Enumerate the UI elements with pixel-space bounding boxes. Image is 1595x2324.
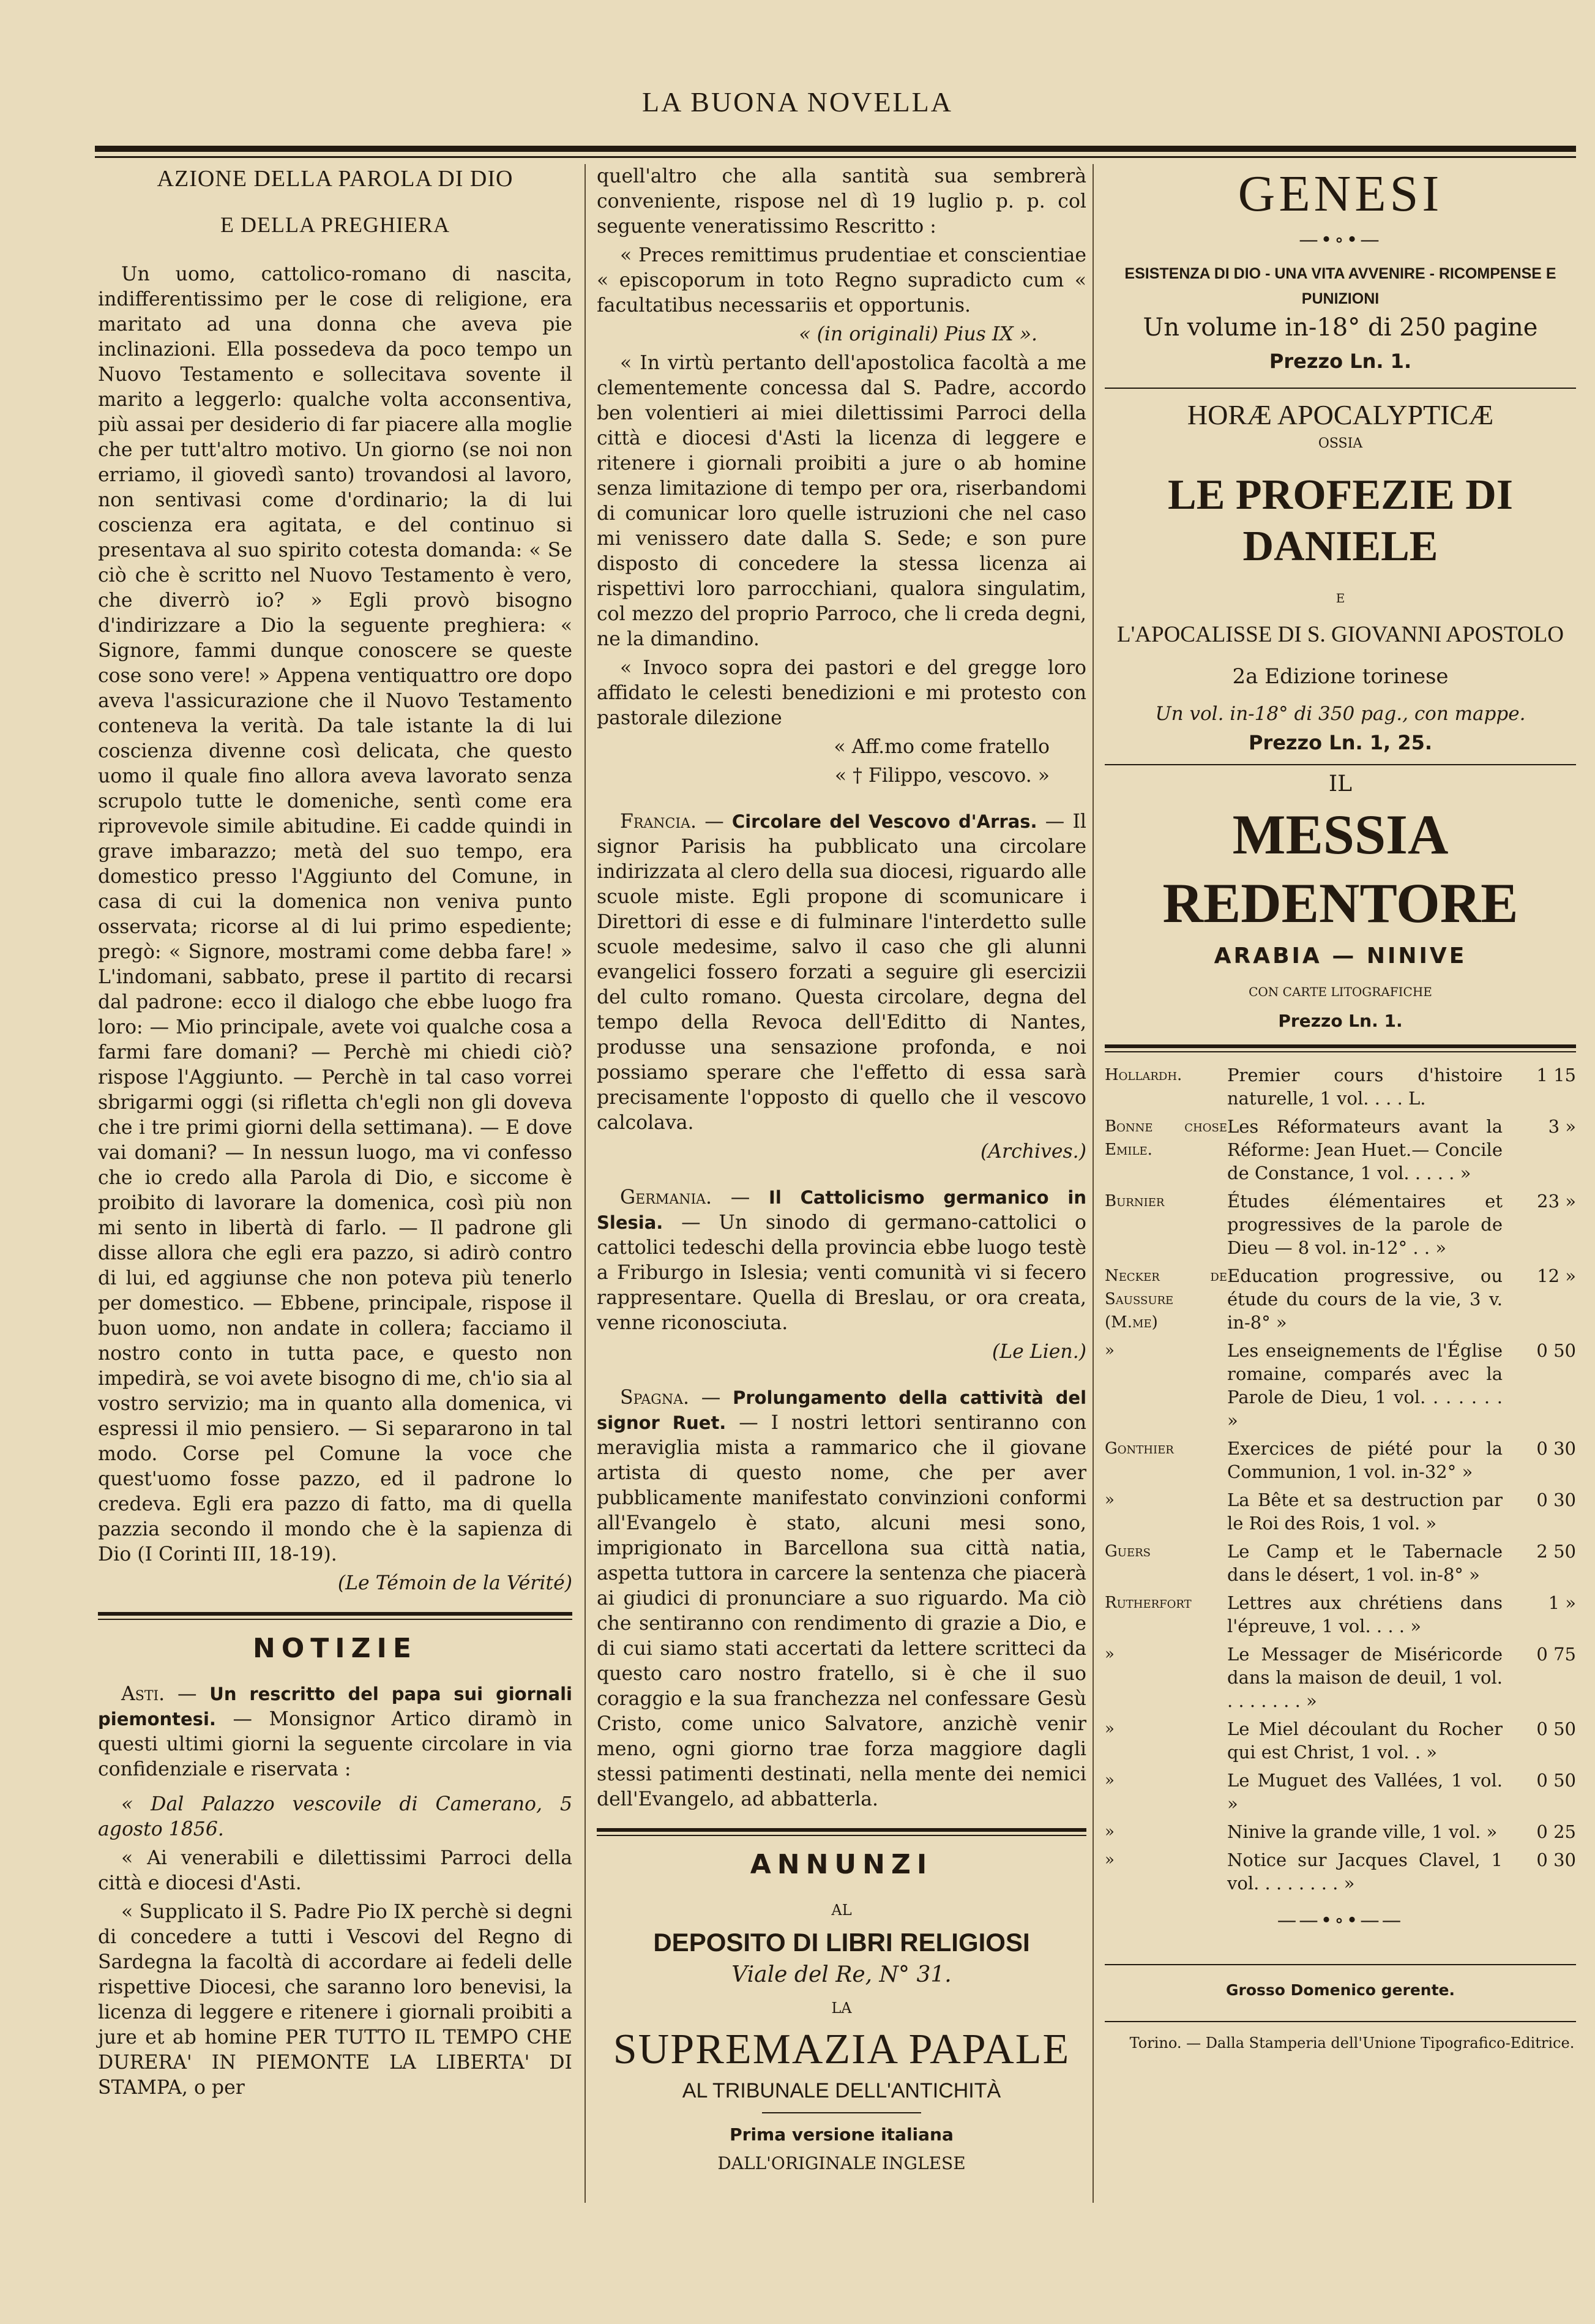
book-listing — [1105, 1769, 1576, 1815]
news-place: Germania. — — [620, 1186, 750, 1209]
ad-book-title: GENESI — [1238, 165, 1443, 222]
book-price: 0 50 — [1536, 1770, 1576, 1791]
book-price: 0 25 — [1536, 1821, 1576, 1842]
book-price: 0 30 — [1536, 1490, 1576, 1510]
ad-rule — [1105, 388, 1576, 389]
book-author: Burnier — [1105, 1192, 1165, 1210]
news-body: — I nostri lettori sentiranno con meraviglia mista a rammarico che il giovane artista di questo nome, che per aver pubblicamente manifestato convinzioni conformi all'Evangelo è stato, alcuni mesi sono, imprigionato in Barcellona sua città natia, aspetta tuttora in carcere la sentenza che piacerà ai giudici di pronunciare a suo riguardo. Ma ciò che sentiranno con rendimento di grazie a Dio, e di cui siamo stati accertati da lettere scritteci da questo caro nostro fratello, si è che il suo coraggio e la sua franchezza nel confessare Gesù Cristo, come unico Salvatore, anzichè venir meno, ogni giorno trae forza maggiore dagli stessi patimenti destinati, nella mente dei nemici dell'Evangelo, ad abbatterla. — [597, 1412, 1087, 1810]
ad-book-subtitle: L'APOCALISSE DI S. GIOVANNI APOSTOLO — [1117, 622, 1564, 647]
rescript-quote: « Preces remittimus prudentiae et conscientiae « episcoporum in toto Regno supradicto cum « facultatibus necessariis et opportunis. — [597, 244, 1086, 317]
letter-signature: « † Filippo, vescovo. » — [834, 765, 1050, 787]
ad-book-subtitle: ARABIA — NINIVE — [1214, 943, 1467, 969]
news-place: Francia. — — [620, 811, 724, 833]
ad-book-title: LE PROFEZIE DI DANIELE — [1168, 471, 1513, 570]
ad-edition-source: DALL'ORIGINALE INGLESE — [717, 2153, 966, 2173]
letter-continuation: quell'altro che alla santità sua sembrerà conveniente, rispose nel dì 19 luglio p. p. col seguente veneratissimo Rescritto : — [597, 165, 1086, 238]
book-listing — [1105, 1063, 1576, 1110]
ad-rule — [762, 2112, 921, 2113]
book-listing — [1105, 1848, 1576, 1895]
ad-text: LA — [831, 2000, 852, 2017]
ad-book-format: Un volume in-18° di 250 pagine — [1143, 313, 1538, 342]
ad-price: Prezzo Ln. 1, 25. — [1248, 731, 1433, 754]
book-author: Gonthier — [1105, 1439, 1174, 1458]
ad-text: E — [1335, 591, 1345, 605]
article-subtitle: E DELLA PREGHIERA — [220, 212, 450, 237]
book-title: Le Messager de Miséricorde dans la maison de deuil, 1 vol. . . . . . . . » — [1227, 1644, 1503, 1711]
book-title: Le Muguet des Vallées, 1 vol. » — [1227, 1770, 1503, 1814]
header-rule — [95, 146, 1576, 152]
letter-body: « Supplicato il S. Padre Pio IX perchè si degni di concedere a tutti i Vescovi del Regno di Sardegna la facoltà di accordare ai fedeli delle rispettive Diocesi, che saranno loro benevisi, la licenza di leggere e ritenere i giornali proibiti a jure et ab homine PER TUTTO IL TEMPO CHE DURERA' IN PIEMONTE LA LIBERTA' DI STAMPA, o per — [98, 1901, 572, 2099]
book-title: Le Camp et le Tabernacle dans le désert, 1 vol. in-8° » — [1227, 1541, 1503, 1585]
book-author: » — [1105, 1851, 1115, 1869]
book-author: » — [1105, 1491, 1115, 1509]
news-source: (Le Lien.) — [992, 1341, 1086, 1363]
book-title: Notice sur Jacques Clavel, 1 vol. . . . . . . . » — [1227, 1850, 1503, 1894]
ad-price: Prezzo Ln. 1. — [1269, 350, 1412, 373]
rescript-signature: « (in originali) Pius IX ». — [799, 323, 1037, 345]
book-author: » — [1105, 1823, 1115, 1841]
article-source: (Le Témoin de la Vérité) — [337, 1572, 572, 1594]
ad-rule — [1105, 764, 1576, 765]
column-1 — [98, 164, 572, 2104]
book-listing — [1105, 1820, 1576, 1843]
book-listing — [1105, 1264, 1576, 1334]
book-listing — [1105, 1540, 1576, 1586]
ad-text: CON CARTE LITOGRAFICHE — [1249, 984, 1432, 999]
column-2 — [597, 164, 1086, 2180]
book-price: 0 50 — [1536, 1340, 1576, 1361]
book-listing — [1105, 1115, 1576, 1185]
book-listing — [1105, 1339, 1576, 1432]
letter-dateline: « Dal Palazzo vescovile di Camerano, 5 agosto 1856. — [98, 1793, 572, 1840]
ad-book-subtitle: AL TRIBUNALE DELL'ANTICHITÀ — [682, 2079, 1001, 2102]
printer-imprint: Torino. — Dalla Stamperia dell'Unione Tipografico-Editrice. — [1129, 2034, 1575, 2052]
news-place: Asti. — — [121, 1683, 197, 1705]
book-listing — [1105, 1437, 1576, 1483]
ad-text: IL — [1328, 771, 1353, 797]
book-author: Bonne chose Emile. — [1105, 1117, 1227, 1159]
book-title: Les enseignements de l'Église romaine, comparés avec la Parole de Dieu, 1 vol. . . . . . . » — [1227, 1340, 1503, 1431]
book-listing — [1105, 1717, 1576, 1764]
ad-book-title: MESSIA REDENTORE — [1162, 803, 1518, 934]
book-listing — [1105, 1591, 1576, 1638]
book-title: Premier cours d'histoire naturelle, 1 vol. . . . L. — [1227, 1065, 1503, 1109]
ad-heading: DEPOSITO DI LIBRI RELIGIOSI — [653, 1928, 1030, 1957]
news-title: Prolungamento della cattività del signor Ruet. — [597, 1387, 1087, 1433]
book-author: » — [1105, 1341, 1115, 1360]
news-body: — Il signor Parisis ha pubblicato una circolare indirizzata al clero della sua diocesi, riguardo alle scuole miste. Egli propone di scomunicare i Direttori di esse e di fulminare l'interdetto sulle scuole medesime, salvo il caso che gli alunni evangelici fossero forzati a seguire gli esercizii del culto romano. Questa circolare, degna del tempo della Revoca dell'Editto di Nantes, produsse una sensazione profonda, e noi possiamo sperare che l'effetto di essa sarà precisamente l'opposto di quello che il vescovo calcolava. — [597, 811, 1087, 1134]
book-title: Ninive la grande ville, 1 vol. » — [1227, 1821, 1498, 1842]
ad-edition: Prima versione italiana — [730, 2124, 954, 2145]
news-place: Spagna. — — [620, 1387, 721, 1409]
letter-closing: « Invoco sopra dei pastori e del gregge loro affidato le celesti benedizioni e mi protesto con pastorale dilezione — [597, 657, 1086, 729]
book-price: 0 75 — [1536, 1644, 1576, 1665]
ad-edition: 2a Edizione torinese — [1232, 664, 1449, 689]
news-title: Un rescritto del papa sui giornali piemontesi. — [98, 1684, 572, 1730]
book-author: » — [1105, 1720, 1115, 1738]
news-body: — Monsignor Artico diramò in questi ultimi giorni la seguente circolare in via confidenziale e riservata : — [98, 1708, 572, 1780]
book-title: Exercices de piété pour la Communion, 1 vol. in-32° » — [1227, 1438, 1503, 1482]
book-author: » — [1105, 1771, 1115, 1790]
book-author: Hollardh. — [1105, 1066, 1182, 1084]
book-listing — [1105, 1190, 1576, 1259]
book-price: 0 50 — [1536, 1719, 1576, 1739]
ad-address: Viale del Re, N° 31. — [731, 1962, 952, 1987]
book-title: La Bête et sa destruction par le Roi des Rois, 1 vol. » — [1227, 1490, 1503, 1534]
book-title: Education progressive, ou étude du cours de la vie, 3 v. in-8° » — [1227, 1265, 1503, 1333]
book-price: 3 » — [1548, 1116, 1576, 1137]
book-author: » — [1105, 1645, 1115, 1663]
letter-body: « In virtù pertanto dell'apostolica facoltà a me clementemente concessa dal S. Padre, accordo ben volentieri ai miei dilettissimi Parroci della città e diocesi d'Asti la licenza di leggere e ritenere i giornali proibiti a jure o ab homine senza limitazione di tempo per ora, riserbandomi di comunicar loro quelle istruzioni che nel caso mi venissero date dalla S. Sede; e son pure disposto di concedere la stessa licenza ai rispettivi loro parrocchiani, qualora singulatim, col mezzo del proprio Parroco, che li creda degni, ne la dimandino. — [597, 352, 1086, 650]
book-price: 1 » — [1548, 1592, 1576, 1613]
book-listing — [1105, 1643, 1576, 1712]
masthead: LA BUONA NOVELLA — [642, 86, 953, 118]
ad-book-title: SUPREMAZIA PAPALE — [613, 2026, 1070, 2073]
section-divider — [597, 1828, 1086, 1836]
footer-rule — [1105, 1964, 1576, 1965]
news-body: — Un sinodo di germano-cattolici o cattolici tedeschi della provincia ebbe luogo testè a Friburgo in Islesia; venti comunità vi si fecero rappresentare. Quella di Breslau, or ora creata, venne riconosciuta. — [597, 1212, 1087, 1334]
ornament: —•∘•— — [1299, 229, 1382, 251]
ad-book-format: Un vol. in-18° di 350 pag., con mappe. — [1155, 703, 1526, 725]
book-author: Guers — [1105, 1542, 1151, 1561]
book-list — [1105, 1063, 1576, 1895]
book-title: Lettres aux chrétiens dans l'épreuve, 1 vol. . . . » — [1227, 1592, 1503, 1636]
footer-rule — [1105, 2021, 1576, 2022]
book-title: Études élémentaires et progressives de la parole de Dieu — 8 vol. in-12° . . » — [1227, 1191, 1503, 1258]
book-price: 23 » — [1537, 1191, 1576, 1212]
book-price: 2 50 — [1536, 1541, 1576, 1562]
book-author: Necker de Saussure (M.me) — [1105, 1267, 1227, 1332]
book-price: 0 30 — [1536, 1438, 1576, 1459]
ad-book-title: HORÆ APOCALYPTICÆ — [1187, 399, 1494, 430]
section-title-annunzi: ANNUNZI — [750, 1849, 933, 1880]
section-divider — [98, 1612, 572, 1620]
ornament: ——•∘•—— — [1277, 1910, 1404, 1932]
column-divider — [585, 164, 586, 2203]
section-divider — [1105, 1044, 1576, 1052]
book-title: Les Réformateurs avant la Réforme: Jean Huet.— Concile de Constance, 1 vol. . . . . » — [1227, 1116, 1503, 1183]
header-rule-thin — [95, 156, 1576, 158]
ad-text: OSSIA — [1318, 436, 1363, 451]
book-title: Le Miel découlant du Rocher qui est Christ, 1 vol. . » — [1227, 1719, 1503, 1763]
article-body: Un uomo, cattolico-romano di nascita, indifferentissimo per le cose di religione, era maritato ad una donna che aveva pie inclinazioni. Ella possedeva da poco tempo un Nuovo Testamento e sollecitava sovente il marito a leggerlo: qualche volta acconsentiva, più assai per desiderio di far piacere alla moglie che per tutt'altro motivo. Un giorno (se noi non erriamo, il giovedì santo) trovandosi al lavoro, non sentivasi come d'ordinario; la di lui coscienza era agitata, e del continuo si presentava al suo spirito cotesta domanda: « Se ciò che è scritto nel Nuovo Testamento è vero, che diverrò io? » Egli provò bisogno d'indirizzare a Dio la seguente preghiera: « Signore, fammi dunque conoscere se queste cose sono vere! » Appena ventiquattro ore dopo aveva l'assicurazione che il Nuovo Testamento conteneva la verità. Da tale istante la di lui coscienza divenne così delicata, che questo uomo il quale fino allora aveva lavorato senza scrupolo tutte le domeniche, sentì come era riprovevole simile abitudine. Ei cadde quindi in grave imbarazzo; metà del suo tempo, era domestico presso l'Aggiunto del Comune, in casa di cui la domenica non veniva punto osservata; ricorse al di lui primo espediente; pregò: « Signore, mostrami come debba fare! » L'indomani, sabbato, prese il partito di recarsi dal padrone: ecco il dialogo che ebbe luogo fra loro: — Mio principale, avete voi qualche cosa a farmi fare domani? — Perchè mi chiedi ciò? rispose l'Aggiunto. — Perchè in tal caso vorrei sbrigarmi oggi (si rifletta ch'egli non gli doveva che i tre primi giorni della settimana). — E dove vai domani? — In nessun luogo, ma vi confesso che io credo alla Parola di Dio, e siccome è proibito di lavorare la domenica, così più non mi sento in libertà di farlo. — Il padrone gli disse allora che egli era pazzo, si adirò contro di lui, ed aggiunse che non poteva più tenerlo per domestico. — Ebbene, principale, rispose il buon uomo, non andate in collera; facciamo il nostro conto in tutta pace, e questo non impedirà, se voi avete bisogno di me, ch'io sia al vostro servizio; ma in quanto alla domenica, vi espressi il mio pensiero. — Si separarono in tal modo. Corse pel Comune la voce che quest'uomo fosse pazzo, ed il padrone lo credeva. Egli era pazzo di fatto, ma di quella pazzia secondo il mondo che è la sapienza di Dio (I Corinti III, 18-19). — [98, 263, 572, 1565]
book-price: 12 » — [1537, 1265, 1576, 1286]
news-source: (Archives.) — [980, 1141, 1086, 1163]
book-price: 0 30 — [1536, 1850, 1576, 1870]
news-title: Circolare del Vescovo d'Arras. — [731, 811, 1037, 832]
ad-text: AL — [831, 1902, 852, 1919]
column-3 — [1105, 164, 1576, 2060]
letter-signoff: « Aff.mo come fratello — [834, 736, 1050, 758]
ad-book-subtitle: ESISTENZA DI DIO - UNA VITA AVVENIRE - RICOMPENSE E PUNIZIONI — [1124, 265, 1556, 307]
article-title: AZIONE DELLA PAROLA DI DIO — [157, 166, 514, 192]
book-listing — [1105, 1488, 1576, 1535]
column-divider — [1093, 164, 1094, 2203]
book-author: Rutherfort — [1105, 1594, 1192, 1612]
book-price: 1 15 — [1536, 1065, 1576, 1085]
news-title: Il Cattolicismo germanico in Slesia. — [597, 1187, 1086, 1233]
letter-address: « Ai venerabili e dilettissimi Parroci della città e diocesi d'Asti. — [98, 1847, 572, 1894]
section-title-notizie: NOTIZIE — [253, 1633, 417, 1664]
publisher-manager: Grosso Domenico gerente. — [1226, 1981, 1455, 1999]
ad-price: Prezzo Ln. 1. — [1278, 1011, 1403, 1031]
